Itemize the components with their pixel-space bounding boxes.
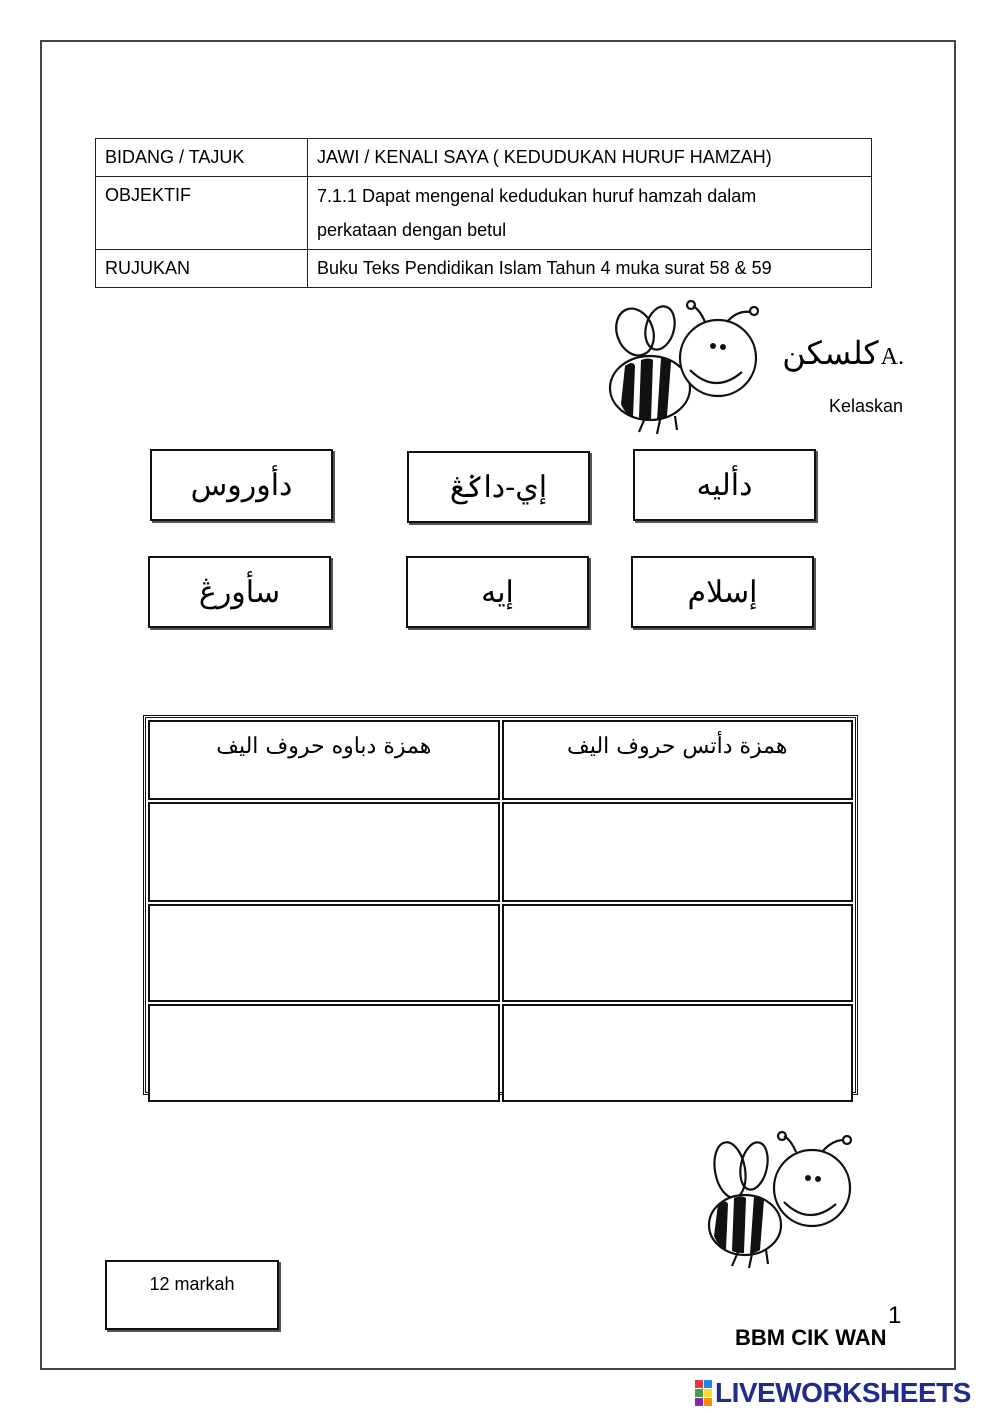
info-label: BIDANG / TAJUK — [96, 139, 308, 177]
word-card[interactable]: إيه — [406, 556, 589, 628]
column-header-above-alif: همزة دأتس حروف اليف — [502, 720, 854, 800]
column-header-below-alif: همزة دباوه حروف اليف — [148, 720, 500, 800]
drop-zone-above-alif[interactable] — [502, 1004, 854, 1102]
marks-box: 12 markah — [105, 1260, 279, 1330]
info-value-line1: 7.1.1 Dapat mengenal kedudukan huruf hamzah dalam — [317, 186, 757, 206]
drop-zone-below-alif[interactable] — [148, 904, 500, 1002]
classification-table — [143, 715, 858, 1095]
brand-text: LIVEWORKSHEETS — [715, 1377, 971, 1408]
word-card[interactable]: سأورڠ — [148, 556, 331, 628]
word-card[interactable]: إي-داݢڠ — [407, 451, 590, 523]
bee-illustration-top — [605, 300, 780, 440]
drop-zone-above-alif[interactable] — [502, 802, 854, 902]
info-label: RUJUKAN — [96, 250, 308, 288]
section-letter: A. — [880, 344, 904, 370]
info-row-objektif — [96, 177, 872, 250]
info-row-rujukan — [96, 250, 872, 288]
word-card[interactable]: دأليه — [633, 449, 816, 521]
page-number: 1 — [888, 1302, 902, 1329]
word-card[interactable]: إسلام — [631, 556, 814, 628]
drop-zone-above-alif[interactable] — [502, 904, 854, 1002]
info-value: Buku Teks Pendidikan Islam Tahun 4 muka surat 58 & 59 — [308, 250, 872, 288]
liveworksheets-brand — [695, 1378, 971, 1408]
info-label: OBJEKTIF — [96, 177, 308, 250]
drop-zone-below-alif[interactable] — [148, 802, 500, 902]
info-value-line2: perkataan dengan betul — [317, 220, 507, 240]
info-table — [95, 138, 872, 288]
info-value — [308, 177, 872, 250]
bee-illustration-bottom — [700, 1130, 865, 1270]
section-heading — [782, 334, 904, 372]
drop-zone-below-alif[interactable] — [148, 1004, 500, 1102]
word-card[interactable]: دأوروس — [150, 449, 333, 521]
info-row-bidang — [96, 139, 872, 177]
info-value: JAWI / KENALI SAYA ( KEDUDUKAN HURUF HAMZAH) — [308, 139, 872, 177]
section-subtitle: Kelaskan — [828, 396, 903, 416]
liveworksheets-logo-icon — [695, 1380, 712, 1406]
section-title-jawi: كلسكن — [782, 334, 879, 372]
author-credit: BBM CIK WAN — [735, 1325, 887, 1350]
